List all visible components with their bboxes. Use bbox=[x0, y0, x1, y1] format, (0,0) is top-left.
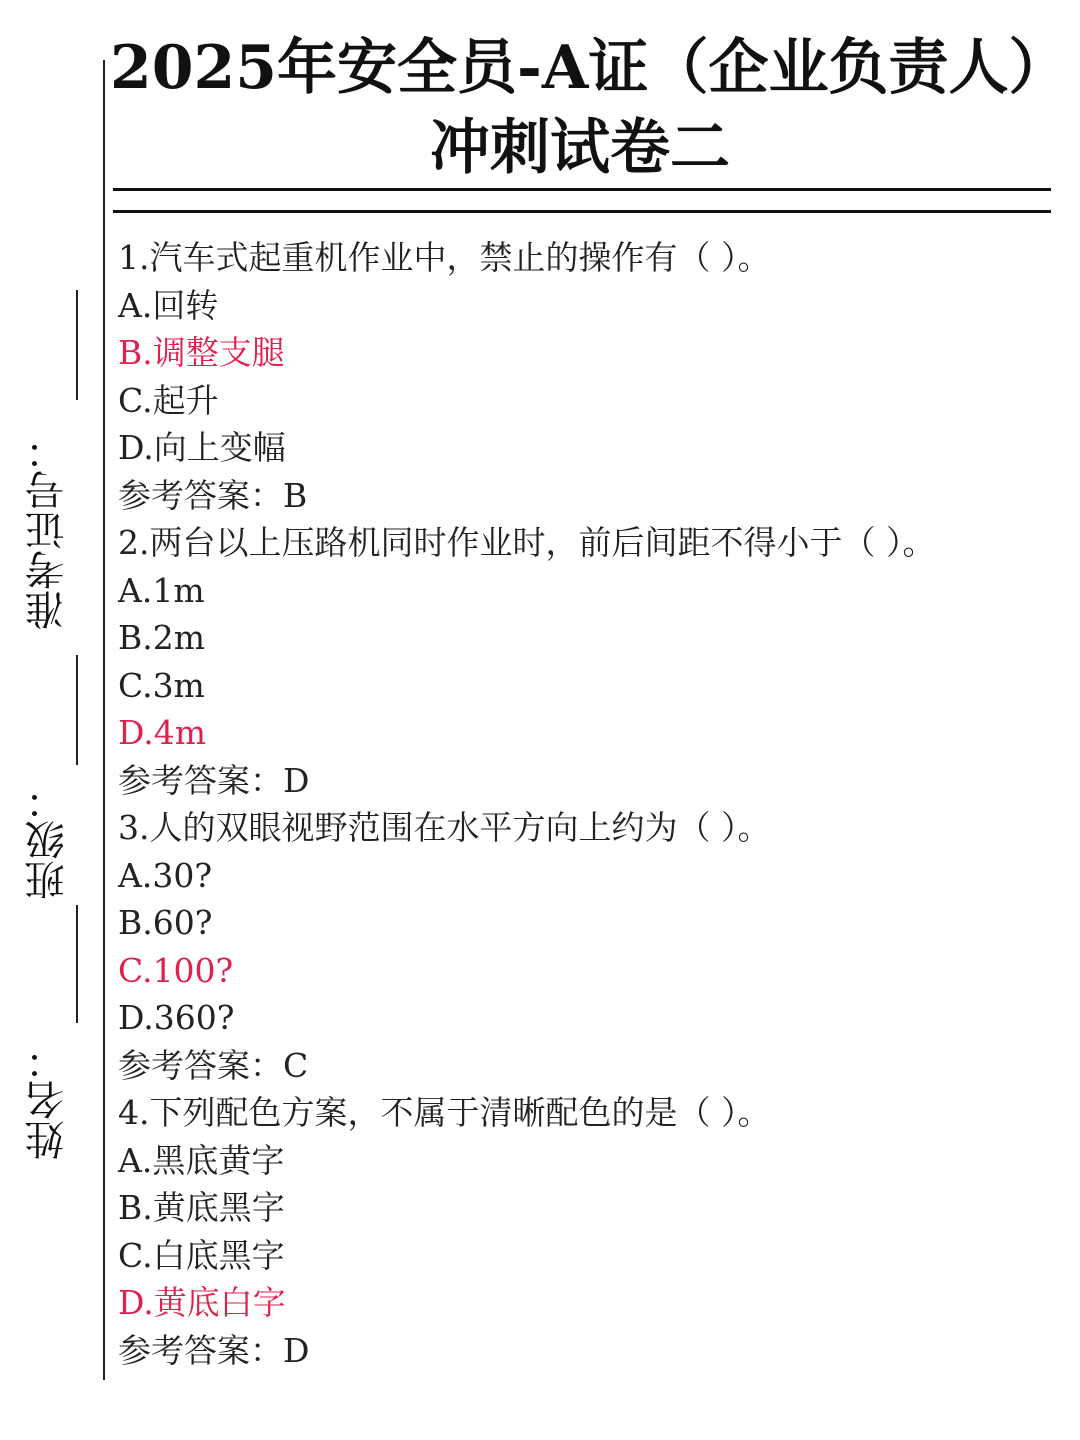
page-subtitle: 冲刺试卷二 bbox=[430, 113, 730, 183]
question-text: 4.下列配色方案，不属于清晰配色的是（ ）。 bbox=[118, 1093, 771, 1132]
option: A.回转 bbox=[118, 285, 219, 325]
option: A.1m bbox=[118, 570, 205, 610]
header-rule-top bbox=[113, 188, 1051, 191]
option: D.向上变幅 bbox=[118, 428, 286, 467]
class-blank bbox=[76, 655, 78, 765]
option-correct: D.4m bbox=[118, 713, 207, 752]
option-correct: B.调整支腿 bbox=[118, 333, 285, 372]
exam-id-blank bbox=[76, 290, 78, 400]
exam-id-label: 准考证号： bbox=[25, 430, 71, 630]
option: C.起升 bbox=[118, 380, 219, 420]
page-title: 2025年安全员-A证（企业负责人） bbox=[110, 33, 1069, 103]
binding-line bbox=[103, 60, 105, 1380]
option: A.30? bbox=[118, 855, 213, 895]
answer-text: 参考答案：C bbox=[118, 1045, 309, 1085]
class-label: 班级： bbox=[25, 780, 71, 900]
question-list bbox=[118, 234, 1058, 1374]
option-correct: D.黄底白字 bbox=[118, 1283, 286, 1322]
answer-text: 参考答案：D bbox=[118, 760, 310, 800]
question-block bbox=[118, 519, 1058, 804]
question-block bbox=[118, 234, 1058, 519]
option: D.360? bbox=[118, 998, 235, 1037]
option: A.黑底黄字 bbox=[118, 1140, 285, 1180]
answer-text: 参考答案：B bbox=[118, 475, 308, 515]
header-rule-bottom bbox=[113, 210, 1051, 213]
option: C.3m bbox=[118, 665, 205, 705]
option-correct: C.100? bbox=[118, 950, 234, 990]
question-block bbox=[118, 804, 1058, 1089]
binding-margin bbox=[0, 0, 108, 1440]
option: B.2m bbox=[118, 618, 206, 657]
question-text: 2.两台以上压路机同时作业时，前后间距不得小于（ ）。 bbox=[118, 523, 936, 562]
question-text: 1.汽车式起重机作业中，禁止的操作有（ ）。 bbox=[118, 238, 771, 277]
answer-text: 参考答案：D bbox=[118, 1330, 310, 1370]
question-block bbox=[118, 1089, 1058, 1374]
option: B.60? bbox=[118, 903, 213, 942]
page-header bbox=[110, 28, 1069, 188]
name-label: 姓名： bbox=[25, 1040, 71, 1160]
option: B.黄底黑字 bbox=[118, 1188, 285, 1227]
name-blank bbox=[76, 905, 78, 1023]
option: C.白底黑字 bbox=[118, 1235, 285, 1275]
question-text: 3.人的双眼视野范围在水平方向上约为（ ）。 bbox=[118, 808, 771, 847]
